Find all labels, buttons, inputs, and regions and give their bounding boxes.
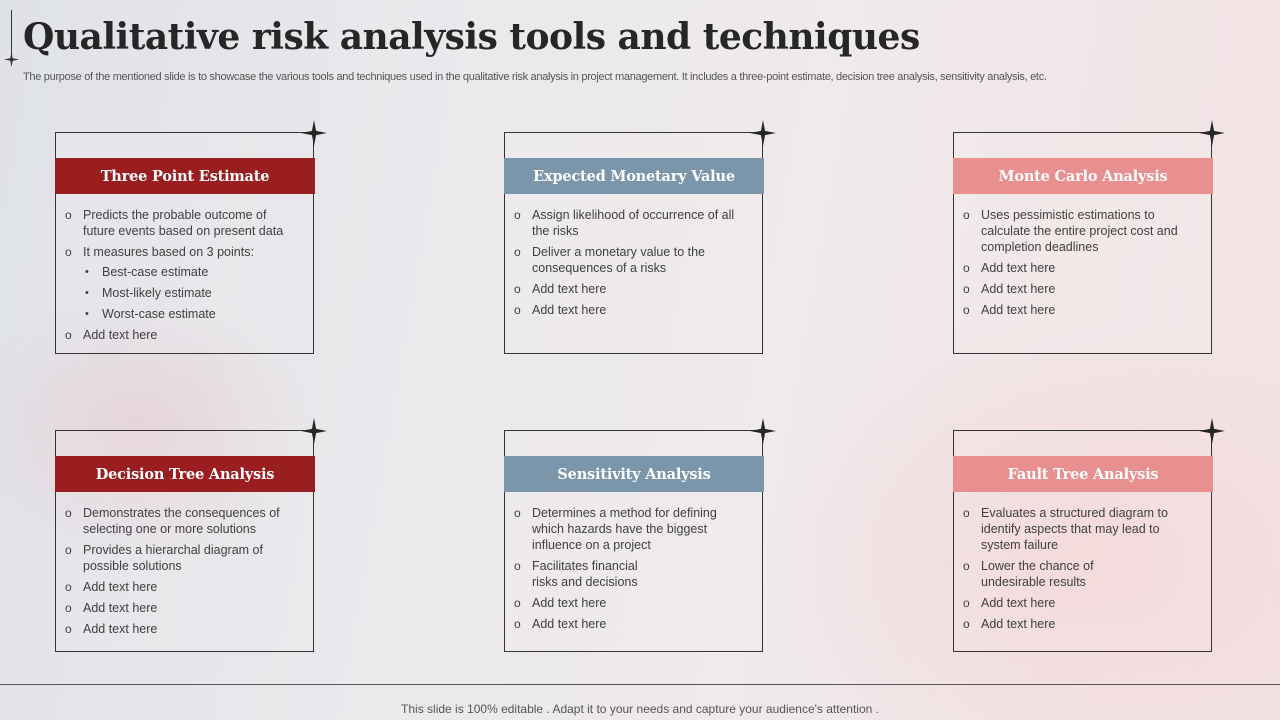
list-item: o Demonstrates the consequences of selecting one or more solutions (65, 506, 280, 536)
list-item: o Determines a method for defining which hazards have the biggest influence on a project (514, 506, 717, 552)
bullet-circle-icon: o (514, 208, 521, 222)
list-item: o Assign likelihood of occurrence of all the risks (514, 208, 735, 238)
card-header: Expected Monetary Value (504, 158, 764, 194)
bullet-list (514, 505, 750, 637)
list-item: o Add text here (514, 282, 607, 296)
bullet-circle-icon: o (65, 208, 72, 222)
card-sensitivity-analysis (504, 430, 763, 652)
list-item: o Provides a hierarchal diagram of possible solutions (65, 543, 263, 573)
card-decision-tree-analysis (55, 430, 314, 652)
list-item: o Lower the chance of undesirable results (963, 559, 1094, 589)
bullet-circle-icon: o (514, 559, 521, 573)
bullet-circle-icon: o (65, 622, 72, 636)
footer-divider (0, 684, 1280, 685)
list-item: o Add text here (65, 580, 158, 594)
card-header: Decision Tree Analysis (55, 456, 315, 492)
footer-note: This slide is 100% editable . Adapt it to your needs and capture your audience's attention . (401, 702, 879, 716)
list-item: o Add text here (963, 282, 1056, 296)
sub-bullet-list (83, 264, 301, 322)
bullet-circle-icon: o (514, 245, 521, 259)
bullet-circle-icon: o (65, 601, 72, 615)
bullet-circle-icon: o (963, 282, 970, 296)
list-item: o Uses pessimistic estimations to calculate the entire project cost and completion deadlines (963, 208, 1178, 254)
card-expected-monetary-value (504, 132, 763, 354)
list-item: o Add text here (65, 601, 158, 615)
list-item: o Predicts the probable outcome of future events based on present data (65, 208, 284, 238)
bullet-circle-icon: o (963, 303, 970, 317)
bullet-list (514, 207, 750, 323)
bullet-list (65, 505, 301, 642)
bullet-circle-icon: o (514, 506, 521, 520)
bullet-circle-icon: o (514, 617, 521, 631)
list-item: o Add text here (514, 303, 607, 317)
list-item: o Deliver a monetary value to the consequences of a risks (514, 245, 706, 275)
card-header: Sensitivity Analysis (504, 456, 764, 492)
sparkle-star-icon (750, 418, 776, 444)
list-item: o Add text here (65, 328, 158, 342)
bullet-circle-icon: o (65, 245, 72, 259)
list-item: o It measures based on 3 points: • Best-case estimate • Most-likely estimate • Worst-case estimate (65, 244, 301, 322)
bullet-dot-icon: • (85, 266, 89, 278)
bullet-circle-icon: o (963, 559, 970, 573)
bullet-circle-icon: o (65, 328, 72, 342)
list-item: o Add text here (963, 303, 1056, 317)
bullet-circle-icon: o (963, 596, 970, 610)
list-item: o Add text here (963, 261, 1056, 275)
sparkle-star-icon (1199, 418, 1225, 444)
page-title: Qualitative risk analysis tools and techniques (23, 16, 920, 58)
card-three-point-estimate (55, 132, 314, 354)
sub-list-item: • Best-case estimate (85, 265, 209, 279)
list-item: o Facilitates financial risks and decisions (514, 559, 638, 589)
sub-list-item: • Worst-case estimate (85, 307, 216, 321)
sparkle-star-icon (750, 120, 776, 146)
sparkle-star-icon (4, 52, 19, 67)
bullet-dot-icon: • (85, 308, 89, 320)
bullet-list (963, 505, 1199, 637)
bullet-circle-icon: o (514, 596, 521, 610)
bullet-circle-icon: o (514, 303, 521, 317)
bullet-circle-icon: o (65, 543, 72, 557)
sub-list-item: • Most-likely estimate (85, 286, 212, 300)
sparkle-star-icon (1199, 120, 1225, 146)
bullet-circle-icon: o (65, 506, 72, 520)
card-header: Three Point Estimate (55, 158, 315, 194)
sparkle-star-icon (301, 418, 327, 444)
list-item: o Add text here (963, 596, 1056, 610)
card-header: Monte Carlo Analysis (953, 158, 1213, 194)
card-monte-carlo-analysis (953, 132, 1212, 354)
bullet-dot-icon: • (85, 287, 89, 299)
list-item: o Evaluates a structured diagram to identify aspects that may lead to system failure (963, 506, 1168, 552)
page-subtitle: The purpose of the mentioned slide is to showcase the various tools and techniques used in the qualitative risk analysis in project management. It includes a three-point estimate, decision tree analysis, sensitivity analysis, etc. (23, 71, 1047, 83)
sparkle-star-icon (301, 120, 327, 146)
bullet-list (65, 207, 301, 348)
bullet-circle-icon: o (514, 282, 521, 296)
bullet-circle-icon: o (963, 261, 970, 275)
bullet-list (963, 207, 1199, 323)
card-header: Fault Tree Analysis (953, 456, 1213, 492)
bullet-circle-icon: o (963, 208, 970, 222)
list-item: o Add text here (514, 596, 607, 610)
card-fault-tree-analysis (953, 430, 1212, 652)
bullet-circle-icon: o (963, 617, 970, 631)
list-item: o Add text here (963, 617, 1056, 631)
list-item: o Add text here (65, 622, 158, 636)
list-item: o Add text here (514, 617, 607, 631)
bullet-circle-icon: o (963, 506, 970, 520)
bullet-circle-icon: o (65, 580, 72, 594)
